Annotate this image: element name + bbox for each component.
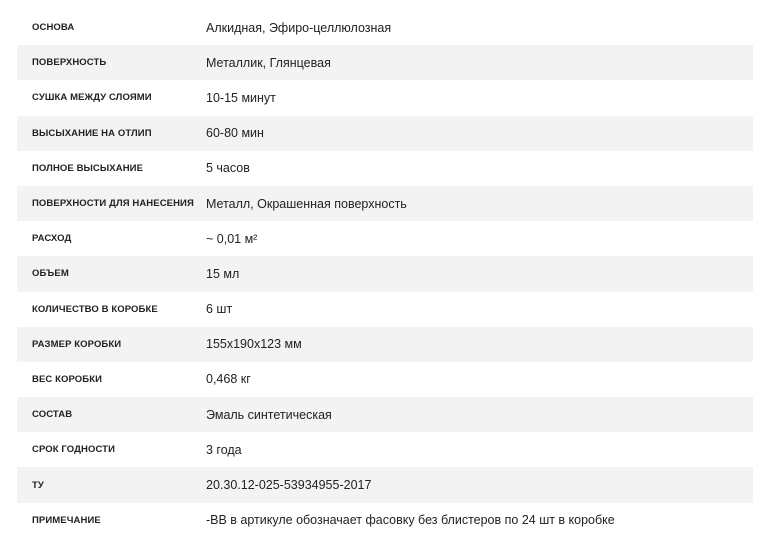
spec-label: ТУ [32,479,44,491]
spec-value: ~ 0,01 м² [206,231,258,246]
spec-label: ПОВЕРХНОСТЬ [32,57,107,69]
spec-label: КОЛИЧЕСТВО В КОРОБКЕ [32,303,158,315]
spec-label: ВЫСЫХАНИЕ НА ОТЛИП [32,127,152,139]
spec-value: 20.30.12-025-53934955-2017 [206,478,372,493]
specifications-table [17,10,753,538]
spec-value: Алкидная, Эфиро-целлюлозная [206,20,392,35]
spec-row-surface [17,45,753,80]
spec-label: СУШКА МЕЖДУ СЛОЯМИ [32,92,152,104]
spec-label: СРОК ГОДНОСТИ [32,444,115,456]
spec-label: ПОЛНОЕ ВЫСЫХАНИЕ [32,162,144,174]
spec-value: 10-15 минут [206,90,276,105]
spec-label: ПОВЕРХНОСТИ ДЛЯ НАНЕСЕНИЯ [32,198,194,210]
spec-value: 15 мл [206,266,240,281]
spec-value: 155x190x123 мм [206,337,302,352]
spec-row-consumption [17,221,753,256]
spec-row-drying-between-coats [17,80,753,115]
spec-row-full-drying [17,151,753,186]
spec-row-note [17,503,753,538]
spec-row-volume [17,256,753,291]
spec-label: ОБЪЕМ [32,268,69,280]
spec-label: СОСТАВ [32,409,73,421]
spec-row-technical-spec [17,467,753,502]
spec-row-box-size [17,327,753,362]
spec-value: -BB в артикуле обозначает фасовку без блистеров по 24 шт в коробке [206,513,615,528]
spec-value: Металлик, Глянцевая [206,55,331,70]
spec-row-composition [17,397,753,432]
spec-value: 5 часов [206,161,250,176]
spec-value: Эмаль синтетическая [206,407,332,422]
spec-row-quantity-per-box [17,292,753,327]
spec-value: Металл, Окрашенная поверхность [206,196,407,211]
spec-label: ОСНОВА [32,22,75,34]
spec-label: ПРИМЕЧАНИЕ [32,514,101,526]
spec-value: 0,468 кг [206,372,251,387]
spec-row-tack-free-time [17,116,753,151]
spec-value: 3 года [206,442,242,457]
spec-row-base [17,10,753,45]
spec-row-shelf-life [17,432,753,467]
spec-row-box-weight [17,362,753,397]
spec-label: ВЕС КОРОБКИ [32,373,103,385]
spec-value: 6 шт [206,302,233,317]
spec-label: РАСХОД [32,233,72,245]
spec-row-application-surfaces [17,186,753,221]
spec-label: РАЗМЕР КОРОБКИ [32,338,122,350]
spec-value: 60-80 мин [206,126,264,141]
